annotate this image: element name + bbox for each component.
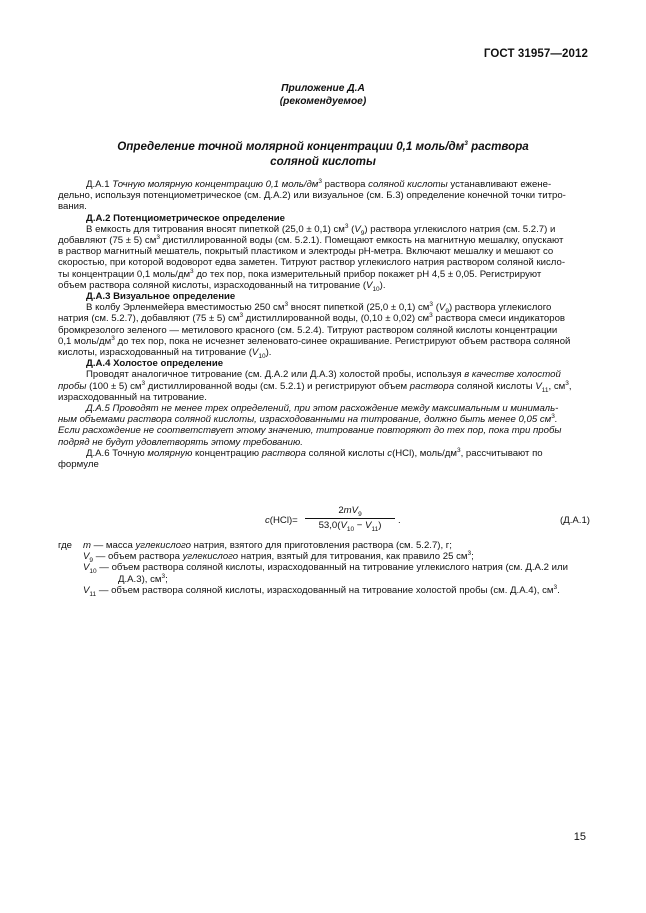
formula-number: (Д.А.1) — [560, 515, 590, 526]
section-title — [95, 139, 551, 169]
legend-v11: $V_{11}$ — объем раствора соляной кислоты, израсходованный на титрование холостой пробы (см. Д.А.4), $см^3$. — [83, 583, 560, 598]
paragraph-da2: В емкость для титрования вносят пипеткой (25,0 ± 0,1) $см^3$ $(V_9)$ раствора углекислого натрия (см. 5.2.7) и — [86, 222, 556, 237]
formula-numerator: $2mV_9$ — [338, 505, 362, 518]
legend-v9: $V_9$ — объем раствора углекислого натрия, взятый для титрования, как правило 25 $см^3$; — [83, 550, 474, 565]
heading-da3: Д.А.3 Визуальное определение — [86, 291, 236, 303]
paragraph-da5: Д.А.5 Проводят не менее трех определений, при этом расхождение между максимальным и минималь- — [86, 403, 559, 415]
legend-where: где — [58, 540, 73, 551]
title-line-2: соляной кислоты — [270, 155, 376, 168]
paragraph-da3: В колбу Эрленмейера вместимостью 250 $см^3$ вносят пипеткой (25,0 ± 0,1) $см^3$ $(V_9)$ раствора углекислого — [86, 301, 552, 316]
paragraph-da4-cont: пробы (100 ± 5) $см^3$ дистиллированной воды (см. 5.2.1) и регистрируют объем раствора соляной кислоты $V_{11}$, $см^3$, израсходованный на титрование. — [58, 379, 572, 403]
heading-da4: Д.А.4 Холостое определение — [86, 358, 224, 370]
formula-denominator: $53,0(V_{10} - V_{11})$ — [318, 520, 382, 533]
appendix-heading — [0, 82, 646, 108]
paragraph-da2-cont: добавляют (75 ± 5) $см^3$ дистиллированной воды (см. 5.2.1). Помещают емкость на магнитную мешалку, опускают в раствор магнитный мешатель, покрытый пластиком и электроды pH-метра. Включают мешалку и мешают со скоростью, при которой водоворот едва заметен. Титруют раствор углекислого натрия раствором соляной кисло- ты концентрации 0,1 моль/$дм^3$ до тех пор, пока измерительный прибор покажет pH 4,5 ± 0,05. Регистрируют объем раствора соляной кислоты, израсходованный на титрование $(V_{10})$. — [58, 233, 566, 293]
document-code: ГОСТ 31957—2012 — [483, 48, 588, 60]
page-number: 15 — [573, 831, 586, 843]
legend-v10: $V_{10}$ — объем раствора соляной кислоты, израсходованный на титрование углекислого натрия (см. Д.А.2 или Д.А.3), $см^3$; — [83, 562, 568, 585]
appendix-label: Приложение Д.А — [281, 83, 365, 94]
title-line-1: Определение точной молярной концентрации 0,1 моль/$дм^3$ раствора — [117, 140, 529, 153]
paragraph-da6: Д.А.6 Точную молярную концентрацию раствора соляной кислоты c(HCl), моль/$дм^3$, рассчитывают по — [86, 446, 543, 459]
paragraph-da3-cont: натрия (см. 5.2.7), добавляют (75 ± 5) $см^3$ дистиллированной воды, (0,10 ± 0,02) $см^3$ раствора смеси индикаторов бромкрезолого зеленого — метилового красного (см. 5.2.4). Титруют раствором соляной кислоты концентрации 0,1 моль/$дм^3$ до тех пор, пока не исчезнет зеленовато-синее окрашивание. Регистрируют объем раствора соляной кислоты, израсходованный на титрование $(V_{10})$. — [58, 312, 571, 360]
paragraph-da1-cont: дельно, используя потенциометрическое (см. Д.А.2) или визуальное (см. Б.3) определение конечной точки титро- вания. — [58, 190, 566, 213]
heading-da2: Д.А.2 Потенциометрическое определение — [86, 212, 285, 224]
paragraph-da1: Д.А.1 Точную молярную концентрацию 0,1 моль/$дм^3$ раствора соляной кислоты устанавливают ежене- — [86, 177, 552, 190]
formula-lhs: c(HCl)= — [265, 515, 298, 526]
paragraph-da5-cont: ным объемами раствора соляной кислоты, израсходованными на титрование, должно быть менее 0,05 $см^3$. Если расхождение не соответствует этому значению, титрование повторяют до тех пор, пока три пробы подряд не будут удовлетворять этому требованию. — [58, 413, 562, 448]
document-body — [58, 179, 590, 470]
fraction-bar — [305, 518, 395, 519]
formula-legend — [58, 540, 590, 596]
legend-m: где m — масса углекислого натрия, взятого для приготовления раствора (см. 5.2.7), г; — [58, 540, 452, 551]
formula-da1 — [58, 505, 590, 531]
formula-period: . — [398, 515, 401, 526]
appendix-status: (рекомендуемое) — [279, 96, 367, 107]
paragraph-da6-cont: формуле — [58, 459, 99, 471]
formula-fraction — [305, 505, 395, 532]
paragraph-da4: Проводят аналогичное титрование (см. Д.А.2 или Д.А.3) холостой пробы, используя в качестве холостой — [86, 369, 561, 381]
